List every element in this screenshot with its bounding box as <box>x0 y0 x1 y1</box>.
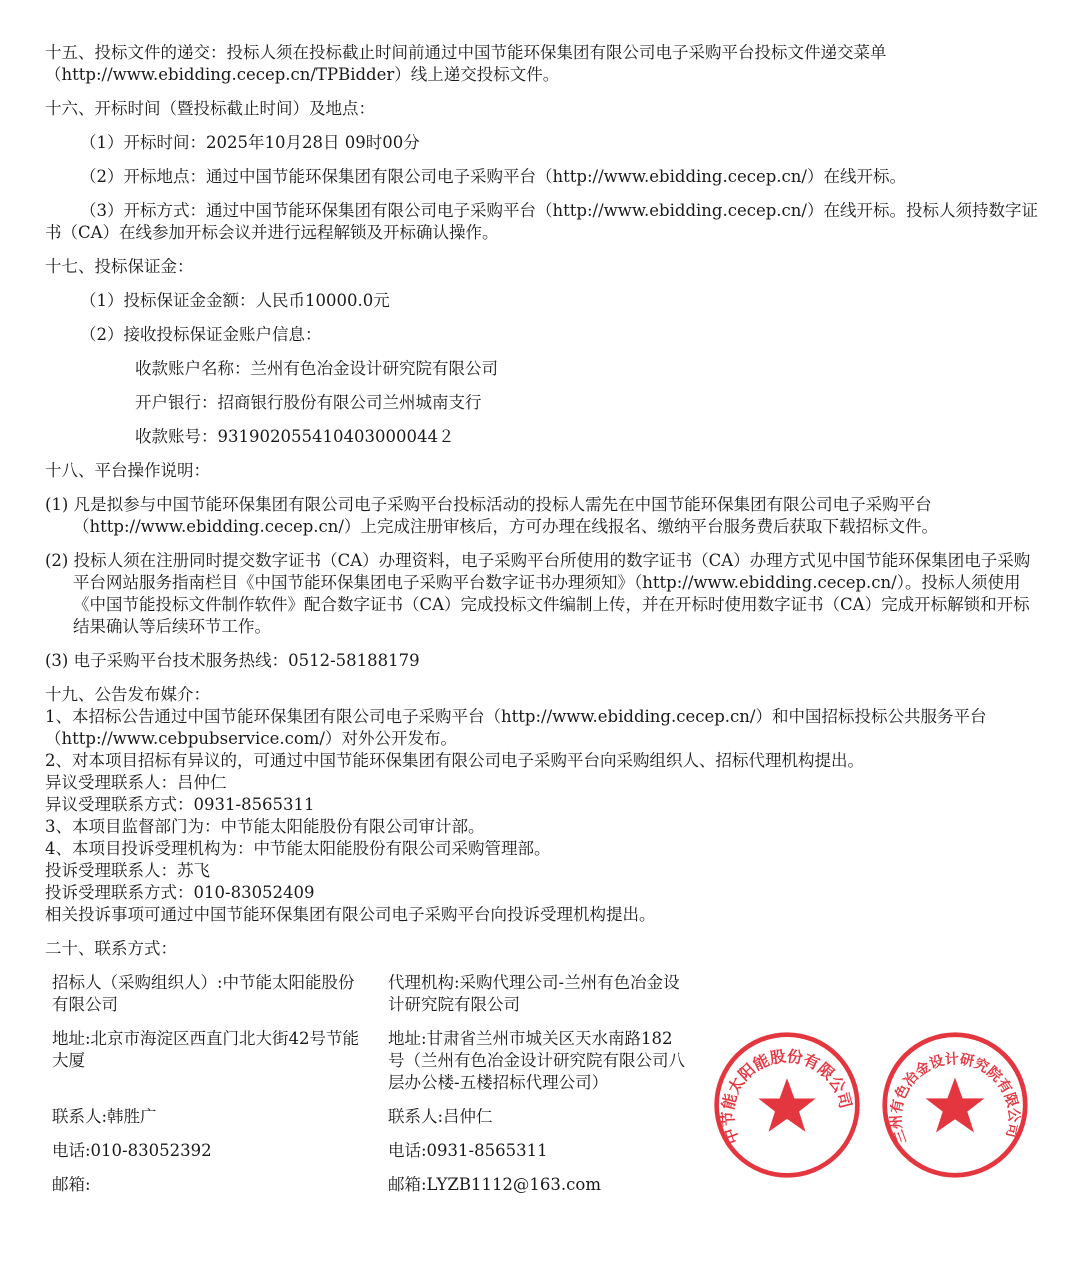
bank-name: 开户银行：招商银行股份有限公司兰州城南支行 <box>135 393 482 412</box>
media-line: 4、本项目投诉受理机构为：中节能太阳能股份有限公司采购管理部。 <box>45 839 551 858</box>
opening-time: （1）开标时间：2025年10月28日 09时00分 <box>80 133 420 152</box>
deposit-account-info: （2）接收投标保证金账户信息： <box>80 325 322 344</box>
tenderer-seal-icon <box>712 1030 862 1180</box>
svg-text:中节能太阳能股份有限公司: 中节能太阳能股份有限公司 <box>717 1046 856 1147</box>
agency-org: 代理机构:采购代理公司-兰州有色冶金设计研究院有限公司 <box>388 973 680 1014</box>
section-20-title: 二十、联系方式： <box>45 939 177 958</box>
agency-address: 地址:甘肃省兰州市城关区天水南路182号（兰州有色冶金设计研究院有限公司八层办公楼-五楼招标代理公司） <box>388 1029 685 1092</box>
section-18-title: 十八、平台操作说明： <box>45 461 210 480</box>
tenderer-phone: 电话:010-83052392 <box>52 1141 212 1160</box>
document-body <box>45 42 1040 1196</box>
section-16-title: 十六、开标时间（暨投标截止时间）及地点： <box>45 99 375 118</box>
agency-email: 邮箱:LYZB1112@163.com <box>388 1175 601 1194</box>
deposit-amount: （1）投标保证金金额：人民币10000.0元 <box>80 291 390 310</box>
opening-place: （2）开标地点：通过中国节能环保集团有限公司电子采购平台（http://www.ebidding.cecep.cn/）在线开标。 <box>80 167 906 186</box>
platform-note-2: (2) 投标人须在注册同时提交数字证书（CA）办理资料，电子采购平台所使用的数字证书（CA）办理方式见中国节能环保集团电子采购平台网站服务指南栏目《中国节能环保集团电子采购平台数字证书办理须知》（http://www.ebidding.cecep.cn/）。投标人须使用《中国节能投标文件制作软件》配合数字证书（CA）完成投标文件编制上传，并在开标时使用数字证书（CA）完成开标解锁和开标结果确认等后续环节工作。 <box>45 551 1031 636</box>
media-line: 相关投诉事项可通过中国节能环保集团有限公司电子采购平台向投诉受理机构提出。 <box>45 905 656 924</box>
media-line: 1、本招标公告通过中国节能环保集团有限公司电子采购平台（http://www.ebidding.cecep.cn/）和中国招标投标公共服务平台（http://www.cebpubservice.com/）对外公开发布。 <box>45 707 987 748</box>
tenderer-contact: 联系人:韩胜广 <box>52 1107 157 1126</box>
media-line: 异议受理联系人：吕仲仁 <box>45 773 227 792</box>
tenderer-org: 招标人（采购组织人）:中节能太阳能股份有限公司 <box>52 973 355 1014</box>
media-line: 投诉受理联系人：苏飞 <box>45 861 210 880</box>
agency-contact: 联系人:吕仲仁 <box>388 1107 493 1126</box>
opening-method: （3）开标方式：通过中国节能环保集团有限公司电子采购平台（http://www.ebidding.cecep.cn/）在线开标。投标人须持数字证书（CA）在线参加开标会议并进行远程解锁及开标确认操作。 <box>45 201 1038 242</box>
media-line: 异议受理联系方式：0931-8565311 <box>45 795 315 814</box>
platform-hotline: (3) 电子采购平台技术服务热线：0512-58188179 <box>45 651 420 670</box>
account-number: 收款账号：931902055410403000044２ <box>135 427 455 446</box>
section-15: 十五、投标文件的递交：投标人须在投标截止时间前通过中国节能环保集团有限公司电子采购平台投标文件递交菜单（http://www.ebidding.cecep.cn/TPBidder）线上递交投标文件。 <box>45 43 887 84</box>
media-line: 投诉受理联系方式：010-83052409 <box>45 883 315 902</box>
section-17-title: 十七、投标保证金： <box>45 257 194 276</box>
media-line: 3、本项目监督部门为：中节能太阳能股份有限公司审计部。 <box>45 817 485 836</box>
tenderer-email: 邮箱: <box>52 1175 91 1194</box>
agency-phone: 电话:0931-8565311 <box>388 1141 548 1160</box>
media-line: 2、对本项目招标有异议的，可通过中国节能环保集团有限公司电子采购平台向采购组织人、招标代理机构提出。 <box>45 751 864 770</box>
tenderer-address: 地址:北京市海淀区西直门北大街42号节能大厦 <box>52 1029 360 1070</box>
agency-seal-icon <box>880 1030 1030 1180</box>
account-name: 收款账户名称：兰州有色冶金设计研究院有限公司 <box>135 359 498 378</box>
svg-text:兰州有色冶金设计研究院有限公司: 兰州有色冶金设计研究院有限公司 <box>888 1051 1022 1147</box>
platform-note-1: (1) 凡是拟参与中国节能环保集团有限公司电子采购平台投标活动的投标人需先在中国节能环保集团有限公司电子采购平台（http://www.ebidding.cecep.cn/）上完成注册审核后，方可办理在线报名、缴纳平台服务费后获取下载招标文件。 <box>45 495 938 536</box>
section-19-title: 十九、公告发布媒介： <box>45 685 210 704</box>
